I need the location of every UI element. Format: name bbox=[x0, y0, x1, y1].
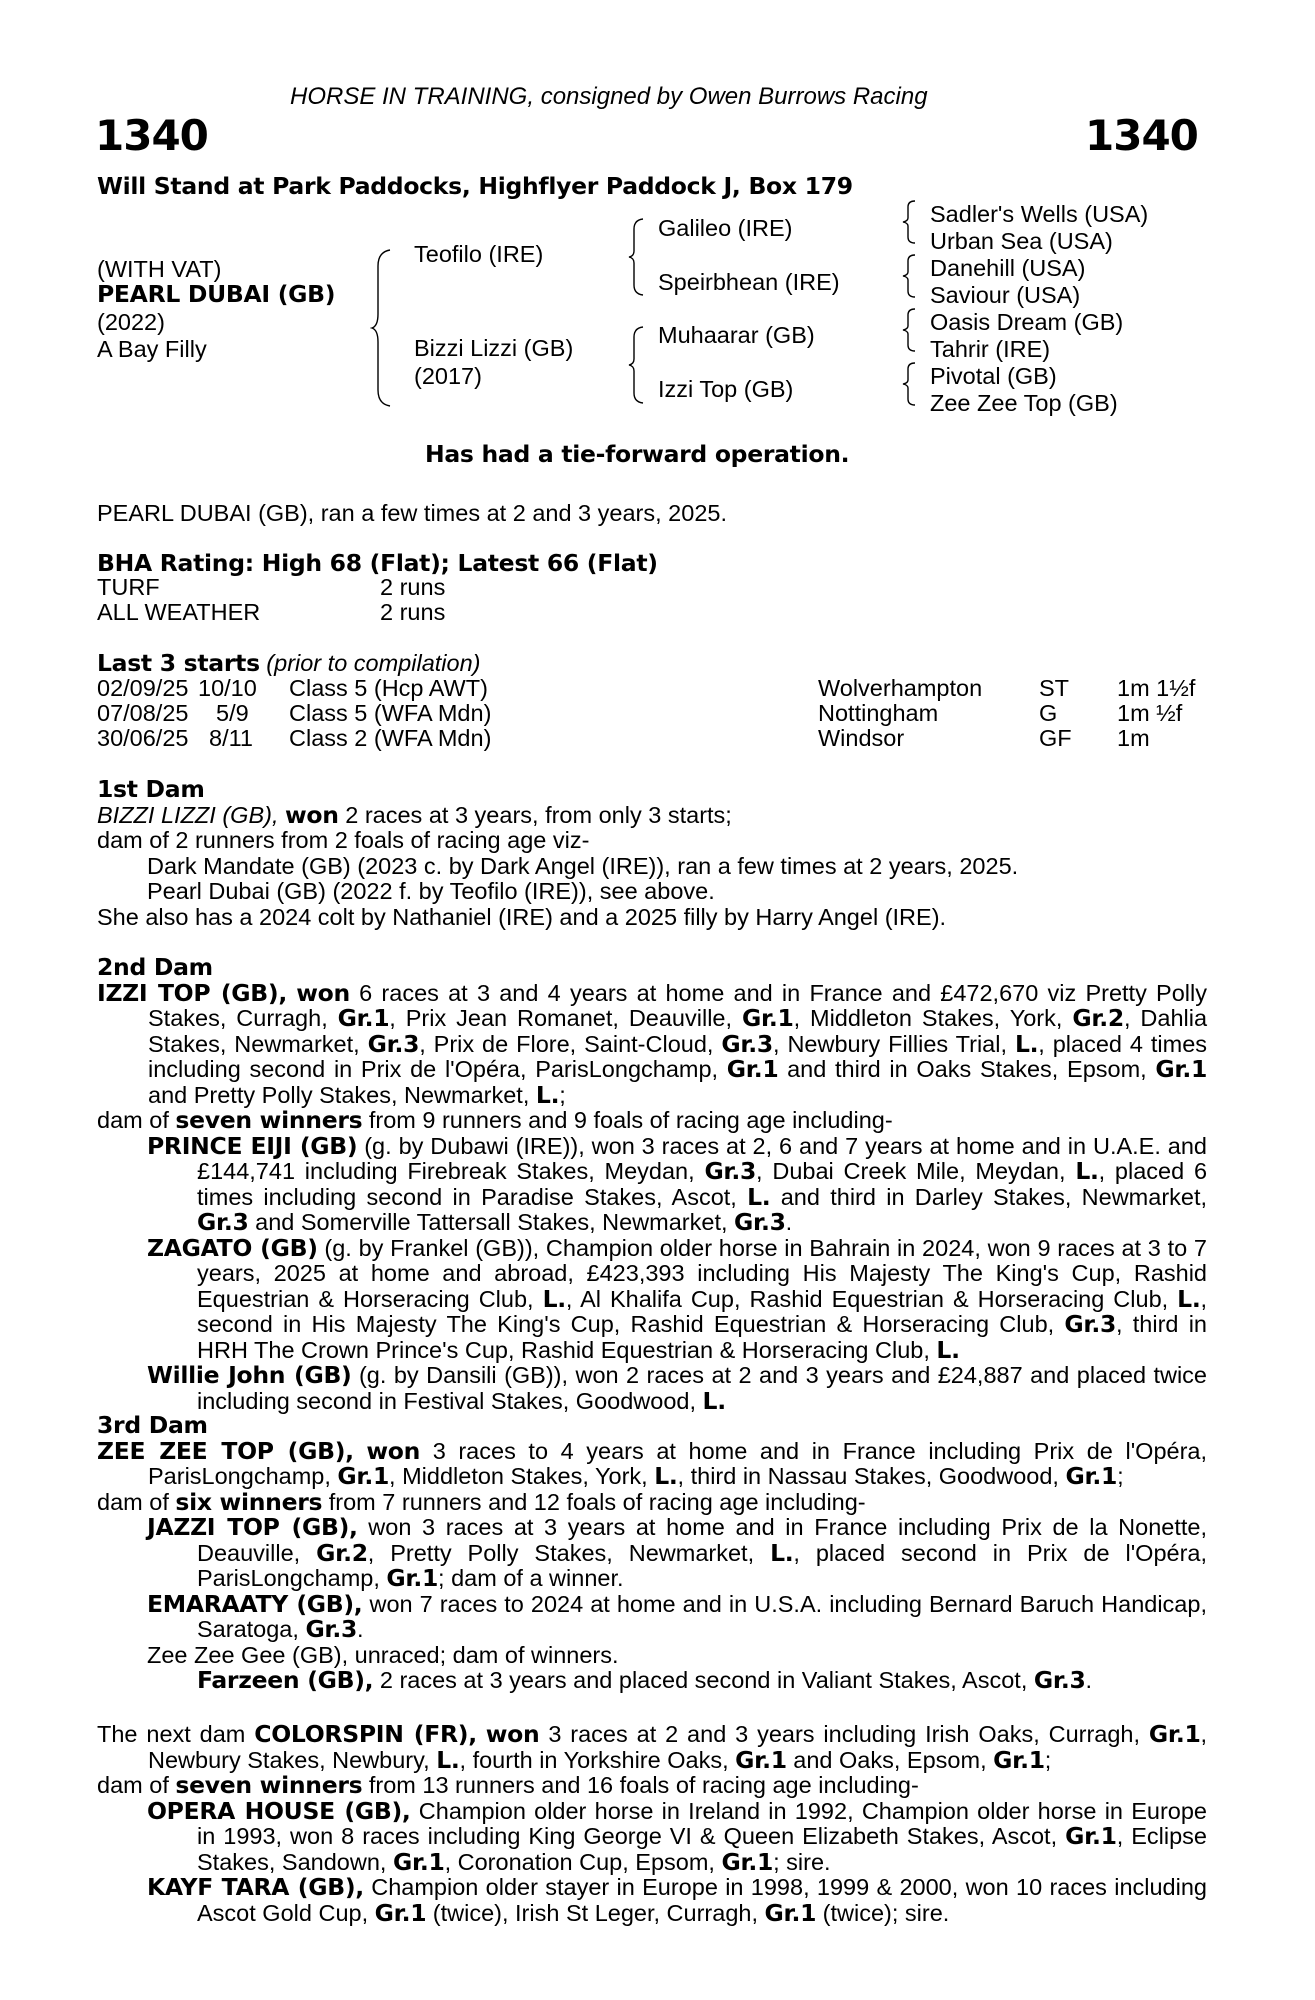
text-segment: Gr.1 bbox=[337, 1004, 390, 1032]
lot-number-right: 1340 bbox=[1085, 111, 1198, 160]
brace-sire bbox=[628, 217, 646, 297]
text-segment: 6 races at 3 and 4 years at home and in France and £472,670 viz Pretty Polly Stakes, Curragh, bbox=[148, 979, 1207, 1031]
start-distance: 1m ½f bbox=[1117, 700, 1183, 726]
start-position: 8/11 bbox=[209, 725, 253, 751]
text-segment: Gr.1 bbox=[1065, 1822, 1117, 1850]
text-segment: ; dam of a winner. bbox=[438, 1565, 624, 1591]
horse-year: (2022) bbox=[97, 309, 165, 335]
text-segment: , Eclipse Stakes, Sandown, bbox=[197, 1823, 1207, 1875]
text-segment: , Coronation Cup, Epsom, bbox=[444, 1848, 715, 1875]
text-segment: Gr.2 bbox=[1072, 1004, 1124, 1032]
start-position: 5/9 bbox=[216, 700, 249, 726]
text-segment: , Pretty Polly Stakes, Newmarket, bbox=[367, 1539, 755, 1566]
grand-progeny-item bbox=[97, 1668, 1207, 1694]
text-segment: Champion older stayer in Europe in 1998, 1999 & 2000, won 10 races including Ascot Gold Cup, bbox=[197, 1874, 1207, 1926]
dam-of-line bbox=[97, 1108, 1207, 1134]
brace-g1 bbox=[902, 199, 918, 245]
text-segment: Gr.1 bbox=[392, 1847, 445, 1876]
text-segment: , Prix de Flore, Saint-Cloud, bbox=[419, 1030, 714, 1057]
text-segment: L. bbox=[1177, 1284, 1201, 1313]
vat-label: (WITH VAT) bbox=[97, 256, 222, 282]
sire-sire: Galileo (IRE) bbox=[658, 215, 793, 241]
start-going: GF bbox=[1039, 725, 1072, 751]
rating-surface-aw: ALL WEATHER bbox=[97, 599, 261, 625]
text-segment: Gr.1 bbox=[721, 1847, 774, 1876]
text-segment: . bbox=[785, 1209, 793, 1235]
text-segment: Gr.3 bbox=[367, 1029, 420, 1058]
last-starts-title: Last 3 starts bbox=[97, 649, 260, 677]
text-segment: EMARAATY (GB), bbox=[147, 1589, 363, 1618]
text-segment: . bbox=[1085, 1667, 1093, 1693]
dam-name: BIZZI LIZZI (GB), bbox=[97, 801, 279, 828]
text-segment: (twice); sire. bbox=[822, 1899, 950, 1926]
progeny-item bbox=[97, 1233, 1208, 1364]
text-segment: , fourth in Yorkshire Oaks, bbox=[459, 1746, 729, 1773]
start-date: 30/06/25 bbox=[97, 725, 189, 751]
progeny-item bbox=[97, 1515, 1207, 1592]
text-segment: L. bbox=[936, 1335, 960, 1364]
first-dam-section bbox=[97, 777, 1207, 930]
text-segment: ; bbox=[559, 1081, 566, 1108]
text-segment: and third in Oaks Stakes, Epsom, bbox=[787, 1056, 1147, 1082]
text-segment: ZAGATO (GB) bbox=[147, 1233, 318, 1262]
progeny-item bbox=[97, 1589, 1207, 1643]
text-segment: (g. by Dansili (GB)), won 2 races at 2 and 3 years and £24,887 and placed twice including second in Festival Stakes, Goodwood, bbox=[197, 1362, 1208, 1414]
text-segment: PRINCE EIJI (GB) bbox=[147, 1131, 358, 1160]
sire-name: Teofilo (IRE) bbox=[414, 241, 544, 267]
text-segment: , third in Nassau Stakes, Goodwood, bbox=[677, 1463, 1059, 1489]
text-segment: L. bbox=[1014, 1029, 1039, 1058]
text-segment: Gr.3 bbox=[704, 1157, 757, 1185]
ancestor-4: Saviour (USA) bbox=[930, 282, 1081, 308]
text-segment: six winners bbox=[175, 1487, 323, 1516]
last-starts-note: (prior to compilation) bbox=[266, 650, 481, 676]
text-segment: Champion older horse in Ireland in 1992, Champion older horse in Europe in 1993, won 8 races including King George VI & Queen Elizabeth Stakes, Ascot, bbox=[197, 1797, 1207, 1849]
start-position: 10/10 bbox=[198, 675, 257, 701]
text-segment: Gr.1 bbox=[1155, 1055, 1208, 1083]
next-dam-section bbox=[97, 1722, 1207, 1926]
text-segment: 3 races to 4 years at home and in France including Prix de l'Opéra, ParisLongchamp, bbox=[148, 1437, 1208, 1489]
text-segment: , Newbury Stakes, Newbury, bbox=[148, 1721, 1208, 1773]
text-segment: ZEE ZEE TOP (GB), bbox=[97, 1436, 354, 1465]
rating-runs-aw: 2 runs bbox=[380, 599, 446, 625]
ancestor-2: Urban Sea (USA) bbox=[930, 228, 1113, 254]
dam-of-line bbox=[97, 1773, 1207, 1799]
text-segment: L. bbox=[747, 1182, 771, 1211]
start-class: Class 2 (WFA Mdn) bbox=[289, 725, 492, 751]
text-segment: L. bbox=[436, 1745, 460, 1774]
text-segment: from 9 runners and 9 foals of racing age including- bbox=[368, 1107, 893, 1133]
text-segment: ; sire. bbox=[773, 1848, 831, 1875]
text-segment: seven winners bbox=[175, 1771, 363, 1799]
text-segment: L. bbox=[654, 1462, 678, 1490]
dam-line bbox=[97, 800, 1207, 829]
text-segment: . bbox=[357, 1616, 364, 1642]
text-segment: Willie John (GB) bbox=[147, 1361, 352, 1389]
dam-year: (2017) bbox=[414, 363, 482, 389]
text-segment: and Pretty Polly Stakes, Newmarket, bbox=[148, 1081, 530, 1108]
text-segment: (g. by Frankel (GB)), Champion older horse in Bahrain in 2024, won 9 races at 3 to 7 years, 2025 at home and abroad, £423,393 including His Majesty The King's Cup, Rashid Equestrian & Horseracing Club, bbox=[197, 1234, 1207, 1312]
text-segment: IZZI TOP (GB), bbox=[97, 978, 287, 1007]
text-segment: Gr.3 bbox=[721, 1029, 773, 1058]
lot-number-left: 1340 bbox=[95, 111, 208, 160]
text-segment: won 3 races at 3 years at home and in France including Prix de la Nonette, Deauville, bbox=[197, 1514, 1208, 1566]
text-segment: Farzeen (GB), bbox=[197, 1666, 374, 1694]
start-distance: 1m 1½f bbox=[1117, 675, 1196, 701]
dam-of-line bbox=[97, 1487, 1207, 1516]
text-segment: L. bbox=[535, 1080, 560, 1109]
progeny-item: Zee Zee Gee (GB), unraced; dam of winners. bbox=[147, 1641, 619, 1668]
start-date: 02/09/25 bbox=[97, 675, 189, 701]
text-segment: L. bbox=[770, 1538, 794, 1567]
text-segment: , Prix Jean Romanet, Deauville, bbox=[389, 1005, 733, 1031]
text-segment: 3 races at 2 and 3 years including Irish Oaks, Curragh, bbox=[548, 1721, 1141, 1747]
text-segment: Gr.1 bbox=[1148, 1720, 1201, 1748]
ancestor-6: Tahrir (IRE) bbox=[930, 336, 1051, 362]
start-going: G bbox=[1039, 700, 1058, 726]
text-segment: , Dubai Creek Mile, Meydan, bbox=[756, 1158, 1066, 1184]
progeny-item: Pearl Dubai (GB) (2022 f. by Teofilo (IRE)), see above. bbox=[147, 878, 715, 904]
section-heading: 2nd Dam bbox=[97, 953, 213, 981]
text-segment: L. bbox=[702, 1386, 726, 1415]
text-segment: Gr.3 bbox=[305, 1615, 358, 1643]
ancestor-7: Pivotal (GB) bbox=[930, 363, 1057, 389]
text-segment: OPERA HOUSE (GB), bbox=[147, 1796, 411, 1825]
text-segment: won 7 races to 2024 at home and in U.S.A. including Bernard Baruch Handicap, Saratoga, bbox=[197, 1590, 1207, 1642]
text-segment: Gr.3 bbox=[1064, 1310, 1117, 1338]
racing-summary: PEARL DUBAI (GB), ran a few times at 2 and 3 years, 2025. bbox=[97, 500, 727, 526]
start-class: Class 5 (WFA Mdn) bbox=[289, 700, 492, 726]
text-segment: , placed second in Prix de l'Opéra, ParisLongchamp, bbox=[197, 1539, 1208, 1591]
text-segment: COLORSPIN (FR), bbox=[254, 1720, 477, 1748]
third-dam-section bbox=[97, 1413, 1207, 1694]
text-segment: , Middleton Stakes, York, bbox=[793, 1005, 1063, 1031]
progeny-item bbox=[97, 1363, 1207, 1414]
brace-main bbox=[370, 248, 394, 408]
text-segment: L. bbox=[542, 1284, 566, 1313]
text-segment: won bbox=[296, 978, 350, 1007]
dam-dam: Izzi Top (GB) bbox=[658, 376, 794, 402]
text-segment: seven winners bbox=[175, 1106, 363, 1134]
text-segment: Gr.1 bbox=[374, 1898, 427, 1927]
section-heading: 3rd Dam bbox=[97, 1411, 208, 1439]
second-dam-section bbox=[97, 955, 1207, 1414]
location-line: Will Stand at Park Paddocks, Highflyer Paddock J, Box 179 bbox=[97, 172, 853, 200]
ancestor-3: Danehill (USA) bbox=[930, 255, 1086, 281]
text-segment: Gr.1 bbox=[764, 1898, 817, 1927]
dam-sire: Muhaarar (GB) bbox=[658, 322, 815, 348]
start-distance: 1m bbox=[1117, 725, 1150, 751]
text-segment: , Al Khalifa Cup, Rashid Equestrian & Horseracing Club, bbox=[565, 1285, 1169, 1312]
dam-record bbox=[97, 1436, 1208, 1490]
text-segment: and Oaks, Epsom, bbox=[793, 1746, 987, 1773]
text-segment: Gr.2 bbox=[316, 1538, 368, 1567]
text-segment: JAZZI TOP (GB), bbox=[147, 1513, 358, 1541]
dam-of-line: dam of 2 runners from 2 foals of racing age viz- bbox=[97, 827, 590, 853]
start-course: Nottingham bbox=[818, 700, 939, 726]
text-segment: , Newbury Fillies Trial, bbox=[772, 1030, 1007, 1057]
text-segment: L. bbox=[1075, 1157, 1099, 1185]
start-going: ST bbox=[1039, 675, 1070, 701]
text-segment: won bbox=[366, 1436, 421, 1465]
progeny-item: Dark Mandate (GB) (2023 c. by Dark Angel (IRE)), ran a few times at 2 years, 2025. bbox=[147, 852, 1019, 879]
text-segment: Gr.1 bbox=[337, 1462, 390, 1490]
catalogue-subtitle: HORSE IN TRAINING, consigned by Owen Burrows Racing bbox=[290, 83, 928, 110]
text-segment: The next dam bbox=[97, 1721, 246, 1747]
progeny-item bbox=[97, 1131, 1208, 1236]
text-segment: ; bbox=[1044, 1746, 1052, 1773]
bha-rating-title: BHA Rating: High 68 (Flat); Latest 66 (Flat) bbox=[97, 549, 658, 577]
dam-name: Bizzi Lizzi (GB) bbox=[414, 335, 574, 361]
operation-note: Has had a tie-forward operation. bbox=[425, 440, 850, 468]
younger-progeny: She also has a 2024 colt by Nathaniel (IRE) and a 2025 filly by Harry Angel (IRE). bbox=[97, 903, 947, 930]
ancestor-1: Sadler's Wells (USA) bbox=[930, 201, 1149, 227]
text-segment: Gr.1 bbox=[993, 1745, 1045, 1774]
sire-dam: Speirbhean (IRE) bbox=[658, 269, 840, 295]
dam-record: 2 races at 3 years, from only 3 starts; bbox=[345, 801, 732, 828]
horse-description: A Bay Filly bbox=[97, 336, 207, 362]
text-segment: from 13 runners and 16 foals of racing age including- bbox=[368, 1772, 919, 1798]
text-segment: (twice), Irish St Leger, Curragh, bbox=[432, 1899, 758, 1926]
brace-g4 bbox=[902, 361, 918, 407]
text-segment: Gr.3 bbox=[197, 1208, 249, 1236]
text-segment: won bbox=[485, 1720, 540, 1748]
text-segment: , Middleton Stakes, York, bbox=[389, 1463, 648, 1489]
last-starts-heading bbox=[97, 651, 480, 677]
progeny-item bbox=[97, 1875, 1207, 1926]
text-segment: ; bbox=[1117, 1463, 1124, 1489]
section-heading: 1st Dam bbox=[97, 775, 205, 803]
text-segment: 2 races at 3 years and placed second in Valiant Stakes, Ascot, bbox=[379, 1667, 1028, 1693]
text-segment: Gr.1 bbox=[726, 1055, 779, 1083]
text-segment: KAYF TARA (GB), bbox=[147, 1873, 364, 1901]
progeny-item bbox=[97, 1796, 1207, 1876]
text-segment: Gr.3 bbox=[1033, 1666, 1086, 1694]
start-course: Wolverhampton bbox=[818, 675, 983, 701]
text-segment: Gr.1 bbox=[741, 1004, 794, 1032]
text-segment: dam of bbox=[97, 1107, 169, 1133]
text-segment: , second in His Majesty The King's Cup, Rashid Equestrian & Horseracing Club, bbox=[197, 1285, 1208, 1337]
horse-name: PEARL DUBAI (GB) bbox=[97, 280, 336, 308]
ancestor-5: Oasis Dream (GB) bbox=[930, 309, 1124, 335]
text-segment: and third in Darley Stakes, Newmarket, bbox=[780, 1183, 1208, 1210]
dam-record bbox=[97, 978, 1208, 1109]
brace-g2 bbox=[902, 253, 918, 299]
dam-record bbox=[97, 1722, 1207, 1773]
rating-surface-turf: TURF bbox=[97, 574, 160, 600]
text-segment: dam of bbox=[97, 1488, 169, 1515]
text-segment: from 7 runners and 12 foals of racing age including- bbox=[328, 1488, 866, 1515]
text-segment: Gr.1 bbox=[735, 1745, 787, 1774]
text-segment: Gr.1 bbox=[386, 1564, 439, 1592]
start-course: Windsor bbox=[818, 725, 905, 751]
text-segment: , Dahlia Stakes, Newmarket, bbox=[148, 1005, 1208, 1057]
rating-runs-turf: 2 runs bbox=[380, 574, 446, 600]
text-segment: (g. by Dubawi (IRE)), won 3 races at 2, 6 and 7 years at home and in U.A.E. and £144,741 including Firebreak Stakes, Meydan, bbox=[197, 1132, 1207, 1184]
text-segment: dam of bbox=[97, 1772, 169, 1798]
won-label: won bbox=[285, 800, 339, 829]
brace-dam bbox=[628, 325, 646, 405]
start-date: 07/08/25 bbox=[97, 700, 189, 726]
brace-g3 bbox=[902, 307, 918, 353]
ancestor-8: Zee Zee Top (GB) bbox=[930, 390, 1118, 416]
text-segment: and Somerville Tattersall Stakes, Newmarket, bbox=[255, 1209, 728, 1235]
text-segment: , placed 4 times including second in Prix de l'Opéra, ParisLongchamp, bbox=[148, 1030, 1208, 1082]
text-segment: , placed 6 times including second in Paradise Stakes, Ascot, bbox=[197, 1158, 1208, 1210]
text-segment: Gr.3 bbox=[734, 1208, 786, 1236]
text-segment: Gr.1 bbox=[1065, 1462, 1118, 1490]
start-class: Class 5 (Hcp AWT) bbox=[289, 675, 488, 701]
text-segment: , third in HRH The Crown Prince's Cup, Rashid Equestrian & Horseracing Club, bbox=[197, 1311, 1208, 1363]
